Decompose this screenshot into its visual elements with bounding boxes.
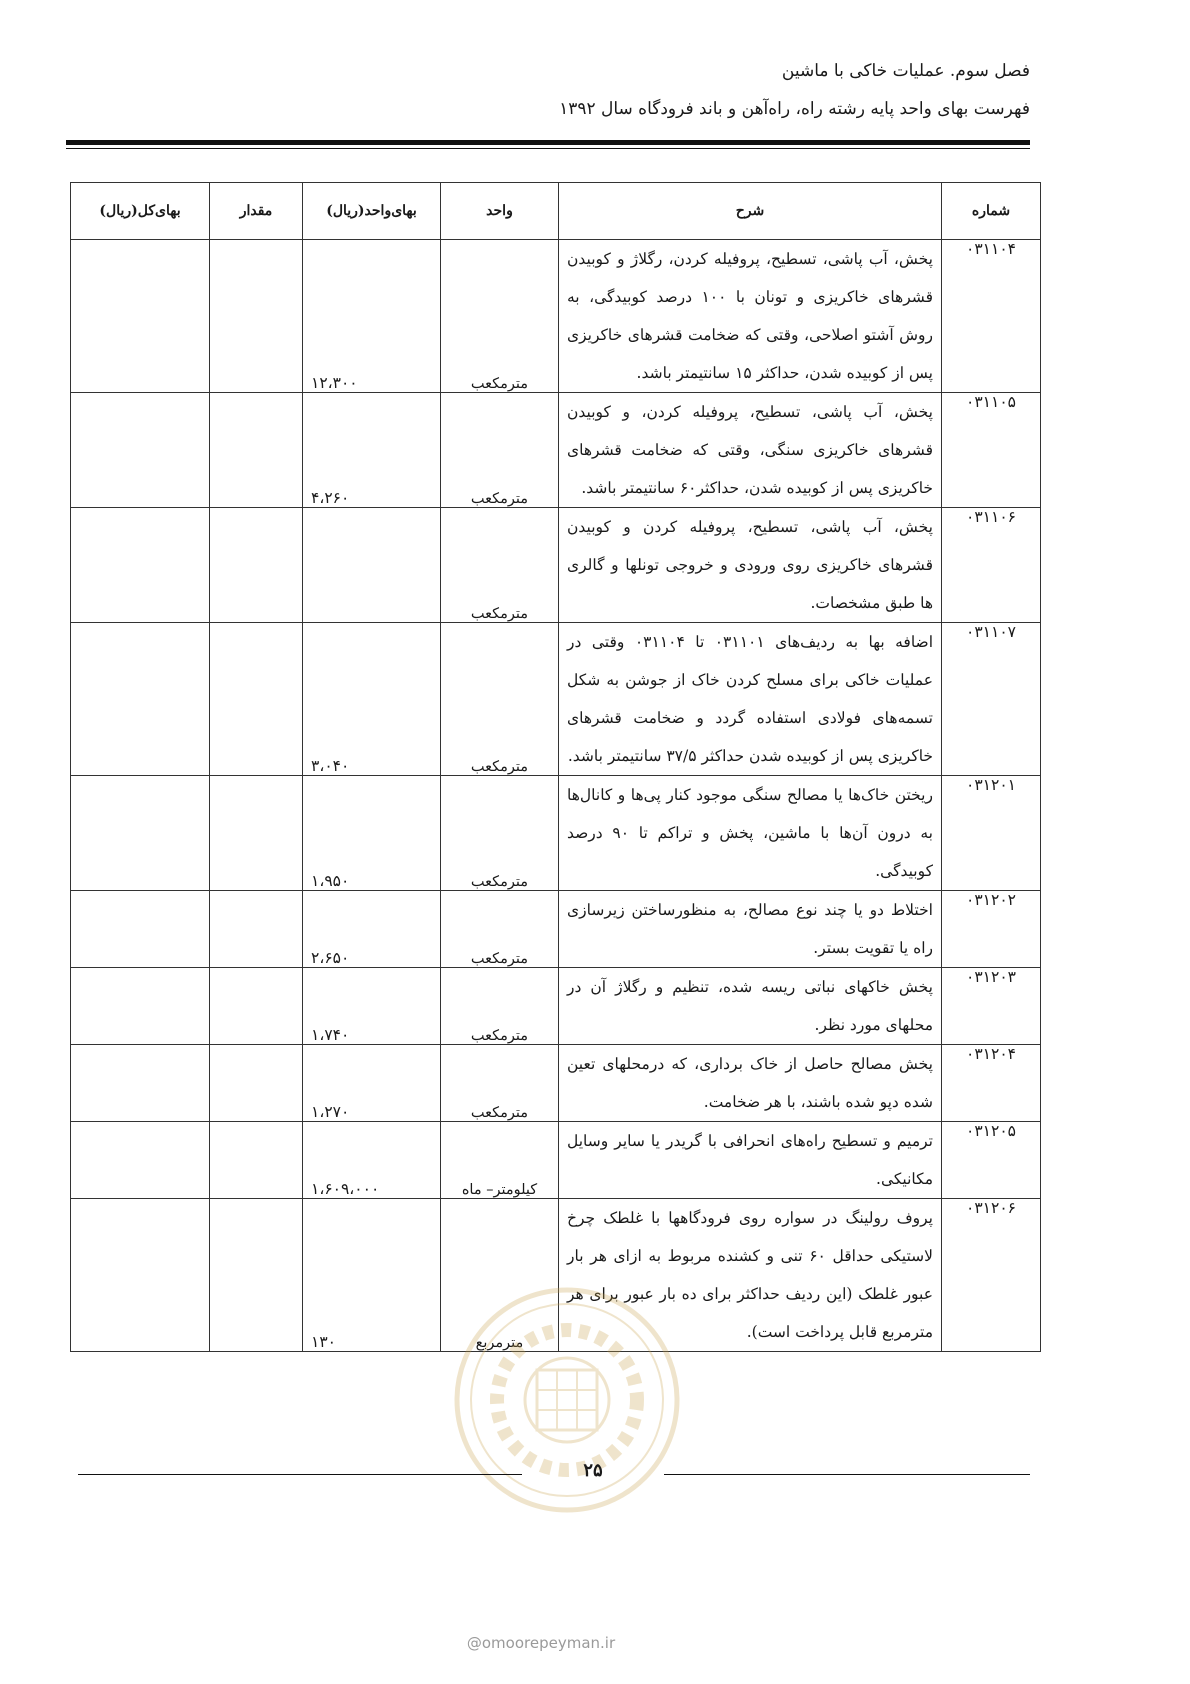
item-total (71, 393, 210, 508)
item-code: ۰۳۱۲۰۵ (942, 1122, 1041, 1199)
watermark-url: @omoorepeyman.ir (466, 1634, 616, 1652)
item-code: ۰۳۱۲۰۱ (942, 776, 1041, 891)
chapter-title: فصل سوم. عملیات خاکی با ماشین (781, 61, 1030, 81)
table-row (71, 393, 1041, 508)
table-row (71, 891, 1041, 968)
item-total (71, 968, 210, 1045)
item-description: ریختن خاک‌ها یا مصالح سنگی موجود کنار پی‌ها و کانال‌ها به درون آن‌ها با ماشین، پخش و تراکم تا ۹۰ درصد کوبیدگی. (559, 776, 942, 891)
item-unit: مترمکعب (441, 1045, 559, 1122)
item-unit: مترمکعب (441, 508, 559, 623)
item-quantity (210, 240, 303, 393)
footer-rule-right (664, 1474, 1030, 1475)
item-total (71, 508, 210, 623)
header-rule-thick (66, 140, 1030, 145)
item-unit-price (303, 508, 441, 623)
item-quantity (210, 891, 303, 968)
item-unit: کیلومتر– ماه (441, 1122, 559, 1199)
price-list-table (70, 182, 1041, 1352)
item-quantity (210, 776, 303, 891)
item-total (71, 1199, 210, 1352)
item-description: پخش، آب پاشی، تسطیح، پروفیله کردن و کوبیدن قشرهای خاکریزی روی ورودی و خروجی تونلها و گالری ها طبق مشخصات. (559, 508, 942, 623)
item-unit-price: ۱،۹۵۰ (303, 776, 441, 891)
item-unit-price: ۲،۶۵۰ (303, 891, 441, 968)
item-unit: مترمکعب (441, 968, 559, 1045)
item-total (71, 240, 210, 393)
item-code: ۰۳۱۱۰۶ (942, 508, 1041, 623)
column-header-total: بهای‌کل(ریال) (71, 183, 210, 240)
item-description: اضافه بها به ردیف‌های ۰۳۱۱۰۱ تا ۰۳۱۱۰۴ وقتی در عملیات خاکی برای مسلح کردن خاک از جوشن به شکل تسمه‌های فولادی استفاده گردد و ضخامت قشرهای خاکریزی پس از کوبیده شدن حداکثر ۳۷/۵ سانتیمتر باشد. (559, 623, 942, 776)
item-unit-price: ۳،۰۴۰ (303, 623, 441, 776)
item-unit: مترمکعب (441, 891, 559, 968)
item-unit-price: ۱،۶۰۹،۰۰۰ (303, 1122, 441, 1199)
item-unit-price: ۱،۷۴۰ (303, 968, 441, 1045)
table-row (71, 623, 1041, 776)
item-total (71, 891, 210, 968)
column-header-quantity: مقدار (210, 183, 303, 240)
item-quantity (210, 393, 303, 508)
item-code: ۰۳۱۱۰۴ (942, 240, 1041, 393)
item-total (71, 1122, 210, 1199)
item-code: ۰۳۱۲۰۴ (942, 1045, 1041, 1122)
item-description: پروف رولینگ در سواره روی فرودگاهها با غلطک چرخ لاستیکی حداقل ۶۰ تنی و کشنده مربوط به ازای هر بار عبور غلطک (این ردیف حداکثر برای ده بار عبور برای هر مترمربع قابل پرداخت است). (559, 1199, 942, 1352)
page-number: ۲۵ (583, 1460, 603, 1481)
column-header-unit: واحد (441, 183, 559, 240)
column-header-unit-price: بهای‌واحد(ریال) (303, 183, 441, 240)
column-header-code: شماره (942, 183, 1041, 240)
item-code: ۰۳۱۲۰۶ (942, 1199, 1041, 1352)
item-code: ۰۳۱۲۰۲ (942, 891, 1041, 968)
item-unit: مترمکعب (441, 623, 559, 776)
table-row (71, 1122, 1041, 1199)
item-quantity (210, 508, 303, 623)
item-unit: مترمکعب (441, 393, 559, 508)
item-unit: مترمربع (441, 1199, 559, 1352)
item-code: ۰۳۱۱۰۵ (942, 393, 1041, 508)
item-unit-price: ۱۳۰ (303, 1199, 441, 1352)
table-row (71, 968, 1041, 1045)
item-quantity (210, 968, 303, 1045)
item-description: پخش مصالح حاصل از خاک برداری، که درمحلهای تعین شده دپو شده باشند، با هر ضخامت. (559, 1045, 942, 1122)
item-quantity (210, 623, 303, 776)
item-unit: مترمکعب (441, 776, 559, 891)
item-quantity (210, 1045, 303, 1122)
item-unit-price: ۱۲،۳۰۰ (303, 240, 441, 393)
item-quantity (210, 1199, 303, 1352)
item-description: اختلاط دو یا چند نوع مصالح، به منظورساختن زیرسازی راه یا تقویت بستر. (559, 891, 942, 968)
item-unit: مترمکعب (441, 240, 559, 393)
page-header (70, 58, 1030, 122)
item-total (71, 623, 210, 776)
item-code: ۰۳۱۱۰۷ (942, 623, 1041, 776)
item-quantity (210, 1122, 303, 1199)
item-description: ترمیم و تسطیح راه‌های انحرافی با گریدر یا سایر وسایل مکانیکی. (559, 1122, 942, 1199)
item-unit-price: ۴،۲۶۰ (303, 393, 441, 508)
item-description: پخش خاکهای نباتی ریسه شده، تنظیم و رگلاژ آن در محلهای مورد نظر. (559, 968, 942, 1045)
document-subtitle: فهرست بهای واحد پایه رشته راه، راه‌آهن و باند فرودگاه سال ۱۳۹۲ (559, 99, 1030, 119)
item-total (71, 1045, 210, 1122)
column-header-description: شرح (559, 183, 942, 240)
item-code: ۰۳۱۲۰۳ (942, 968, 1041, 1045)
table-header-row (71, 183, 1041, 240)
item-description: پخش، آب پاشی، تسطیح، پروفیله کردن، رگلاژ و کوبیدن قشرهای خاکریزی و تونان با ۱۰۰ درصد کوبیدگی، به روش آشتو اصلاحی، وقتی که ضخامت قشرهای خاکریزی پس از کوبیده شدن، حداکثر ۱۵ سانتیمتر باشد. (559, 240, 942, 393)
table-row (71, 776, 1041, 891)
item-unit-price: ۱،۲۷۰ (303, 1045, 441, 1122)
table-row (71, 240, 1041, 393)
item-description: پخش، آب پاشی، تسطیح، پروفیله کردن، و کوبیدن قشرهای خاکریزی سنگی، وقتی که ضخامت قشرهای خاکریزی پس از کوبیده شدن، حداکثر۶۰ سانتیمتر باشد. (559, 393, 942, 508)
table-row (71, 508, 1041, 623)
item-total (71, 776, 210, 891)
footer-rule-left (78, 1474, 522, 1475)
table-row (71, 1045, 1041, 1122)
header-rule-thin (66, 148, 1030, 149)
